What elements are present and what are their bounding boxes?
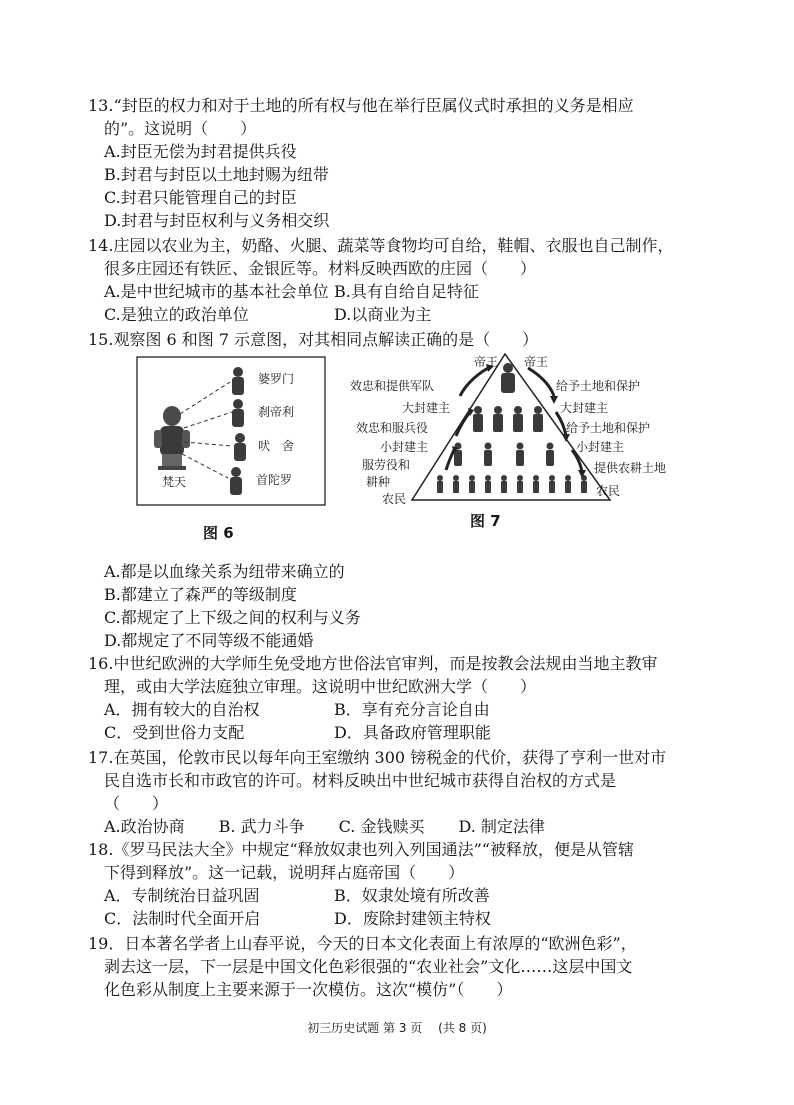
great-lords-row — [473, 406, 543, 432]
footer-total-pages: (共 8 页) — [438, 1021, 487, 1035]
question-14-stem-line1: 14.庄园以农业为主，奶酪、火腿、蔬菜等食物均可自给，鞋帽、衣服也自己制作， — [88, 236, 674, 255]
question-13-stem-line1: 13.“封臣的权力和对于土地的所有权与他在举行臣属仪式时承担的义务是相应 — [88, 96, 634, 115]
question-17-stem-line2: 民自选市长和市政官的许可。材料反映出中世纪城市获得自治权的方式是 — [104, 771, 617, 790]
question-19-stem-line1: 19．日本著名学者上山春平说，今天的日本文化表面上有浓厚的“欧洲色彩”， — [88, 934, 637, 953]
label-brahmin: 婆罗门 — [258, 372, 295, 386]
question-14-option-d[interactable]: D.以商业为主 — [334, 305, 432, 324]
label-lesser-lord-left: 小封建主 — [380, 440, 429, 454]
label-loyalty-army: 效忠和提供军队 — [350, 379, 435, 393]
label-grant-land-1: 给予土地和保护 — [556, 379, 641, 393]
question-14-options-row1 — [88, 280, 728, 303]
question-15-option-d[interactable]: D.都规定了不同等级不能通婚 — [104, 631, 314, 650]
question-15-option-b[interactable]: B.都建立了森严的等级制度 — [104, 585, 297, 604]
label-kshatriya: 刹帝利 — [258, 405, 295, 419]
question-13-option-a[interactable]: A.封臣无偿为封君提供兵役 — [104, 142, 297, 161]
brahmin-figure — [232, 367, 244, 395]
label-loyalty-service: 效忠和服兵役 — [356, 421, 429, 435]
figure-7-feudal-pyramid — [350, 350, 720, 506]
footer-page-label: 初三历史试题 第 3 页 — [307, 1021, 423, 1035]
question-14-option-c[interactable]: C.是独立的政治单位 — [104, 305, 249, 324]
label-labor-line2: 耕种 — [366, 475, 391, 489]
question-16-option-c[interactable]: C．受到世俗力支配 — [104, 723, 245, 742]
brahma-figure — [154, 406, 190, 470]
question-14 — [88, 234, 728, 326]
arrow-loyalty-army — [460, 368, 488, 396]
figure-6-caste-diagram — [136, 356, 326, 506]
peasants-row — [437, 475, 587, 493]
question-15-option-c[interactable]: C.都规定了上下级之间的权利与义务 — [104, 608, 361, 627]
question-18-stem-line2: 下得到释放”。这一记载，说明拜占庭帝国（ ） — [104, 863, 465, 882]
arrow-loyalty-service — [456, 412, 470, 436]
question-16-option-a[interactable]: A．拥有较大的自治权 — [104, 700, 260, 719]
question-16-options-row1 — [88, 698, 728, 721]
question-14-options-row2 — [88, 303, 728, 326]
king-figure — [501, 363, 515, 393]
label-peasant-left: 农民 — [382, 492, 407, 506]
question-18-options-row2 — [88, 907, 728, 930]
question-15-stem: 15.观察图 6 和图 7 示意图，对其相同点解读正确的是（ ） — [88, 330, 539, 349]
question-17-option-c[interactable]: C. 金钱赎买 — [338, 817, 425, 836]
question-16-option-b[interactable]: B．享有充分言论自由 — [334, 700, 490, 719]
figure-7-caption: 图 7 — [470, 512, 501, 530]
label-grant-land-2: 给予土地和保护 — [566, 421, 651, 435]
question-16-stem-line1: 16.中世纪欧洲的大学师生免受地方世俗法官审判，而是按教会法规由当地主教审 — [88, 654, 658, 673]
question-17-option-a[interactable]: A.政治协商 — [104, 817, 185, 836]
label-shudra: 首陀罗 — [256, 473, 293, 487]
question-17 — [88, 746, 728, 838]
label-king-left: 帝王 — [474, 355, 499, 369]
question-14-option-b[interactable]: B.具有自给自足特征 — [334, 282, 479, 301]
arrow-labor — [446, 450, 454, 470]
question-18-option-c[interactable]: C．法制时代全面开启 — [104, 909, 261, 928]
question-16-stem-line2: 理，或由大学法庭独立审理。这说明中世纪欧洲大学（ ） — [104, 677, 537, 696]
question-17-options — [88, 815, 728, 838]
question-13-option-d[interactable]: D.封君与封臣权利与义务相交织 — [104, 211, 330, 230]
question-19-stem-line2: 剥去这一层，下一层是中国文化色彩很强的“农业社会”文化……这层中国文 — [104, 957, 633, 976]
label-great-lord-right: 大封建主 — [560, 401, 609, 415]
question-16-options-row2 — [88, 721, 728, 744]
question-13 — [88, 94, 728, 232]
kshatriya-figure — [232, 399, 244, 427]
question-17-option-b[interactable]: B. 武力斗争 — [218, 817, 305, 836]
question-14-option-a[interactable]: A.是中世纪城市的基本社会单位 — [104, 282, 329, 301]
question-18-option-b[interactable]: B．奴隶处境有所改善 — [334, 886, 490, 905]
label-labor-line1: 服劳役和 — [362, 458, 411, 472]
question-16 — [88, 652, 728, 744]
vaishya-figure — [234, 433, 246, 461]
question-17-stem-line3: （ ） — [104, 794, 169, 813]
label-lesser-lord-right: 小封建主 — [576, 440, 625, 454]
question-17-stem-line1: 17.在英国，伦敦市民以每年向王室缴纳 300 镑税金的代价，获得了亨利一世对市 — [88, 748, 667, 767]
question-13-option-b[interactable]: B.封君与封臣以土地封赐为纽带 — [104, 165, 329, 184]
label-brahma: 梵天 — [162, 475, 187, 489]
question-13-option-c[interactable]: C.封君只能管理自己的封臣 — [104, 188, 297, 207]
question-15 — [88, 328, 728, 351]
label-vaishya: 吠 舍 — [258, 439, 295, 453]
question-18-option-a[interactable]: A．专制统治日益巩固 — [104, 886, 260, 905]
figure-6-caption: 图 6 — [203, 524, 234, 542]
label-provide-land: 提供农耕土地 — [594, 461, 667, 475]
label-king-right: 帝王 — [524, 355, 549, 369]
question-15-option-a[interactable]: A.都是以血缘关系为纽带来确立的 — [104, 562, 345, 581]
question-14-stem-line2: 很多庄园还有铁匠、金银匠等。材料反映西欧的庄园（ ） — [104, 259, 537, 278]
label-great-lord-left: 大封建主 — [402, 401, 451, 415]
question-13-stem-line2: 的”。这说明（ ） — [104, 119, 257, 138]
question-18 — [88, 838, 728, 930]
label-peasant-right: 农民 — [596, 484, 621, 498]
lesser-lords-row — [454, 443, 554, 467]
shudra-figure — [230, 467, 242, 495]
question-18-stem-line1: 18.《罗马民法大全》中规定“释放奴隶也列入列国通法”“被释放，便是从管辖 — [88, 840, 634, 859]
question-18-option-d[interactable]: D．废除封建领主特权 — [334, 909, 491, 928]
question-15-options — [88, 560, 728, 652]
question-19-stem-line3: 化色彩从制度上主要来源于一次模仿。这次“模仿”（ ） — [104, 980, 513, 999]
question-19 — [88, 932, 728, 1001]
question-17-option-d[interactable]: D. 制定法律 — [458, 817, 545, 836]
page-footer — [0, 1019, 794, 1036]
question-18-options-row1 — [88, 884, 728, 907]
question-16-option-d[interactable]: D．具备政府管理职能 — [334, 723, 491, 742]
